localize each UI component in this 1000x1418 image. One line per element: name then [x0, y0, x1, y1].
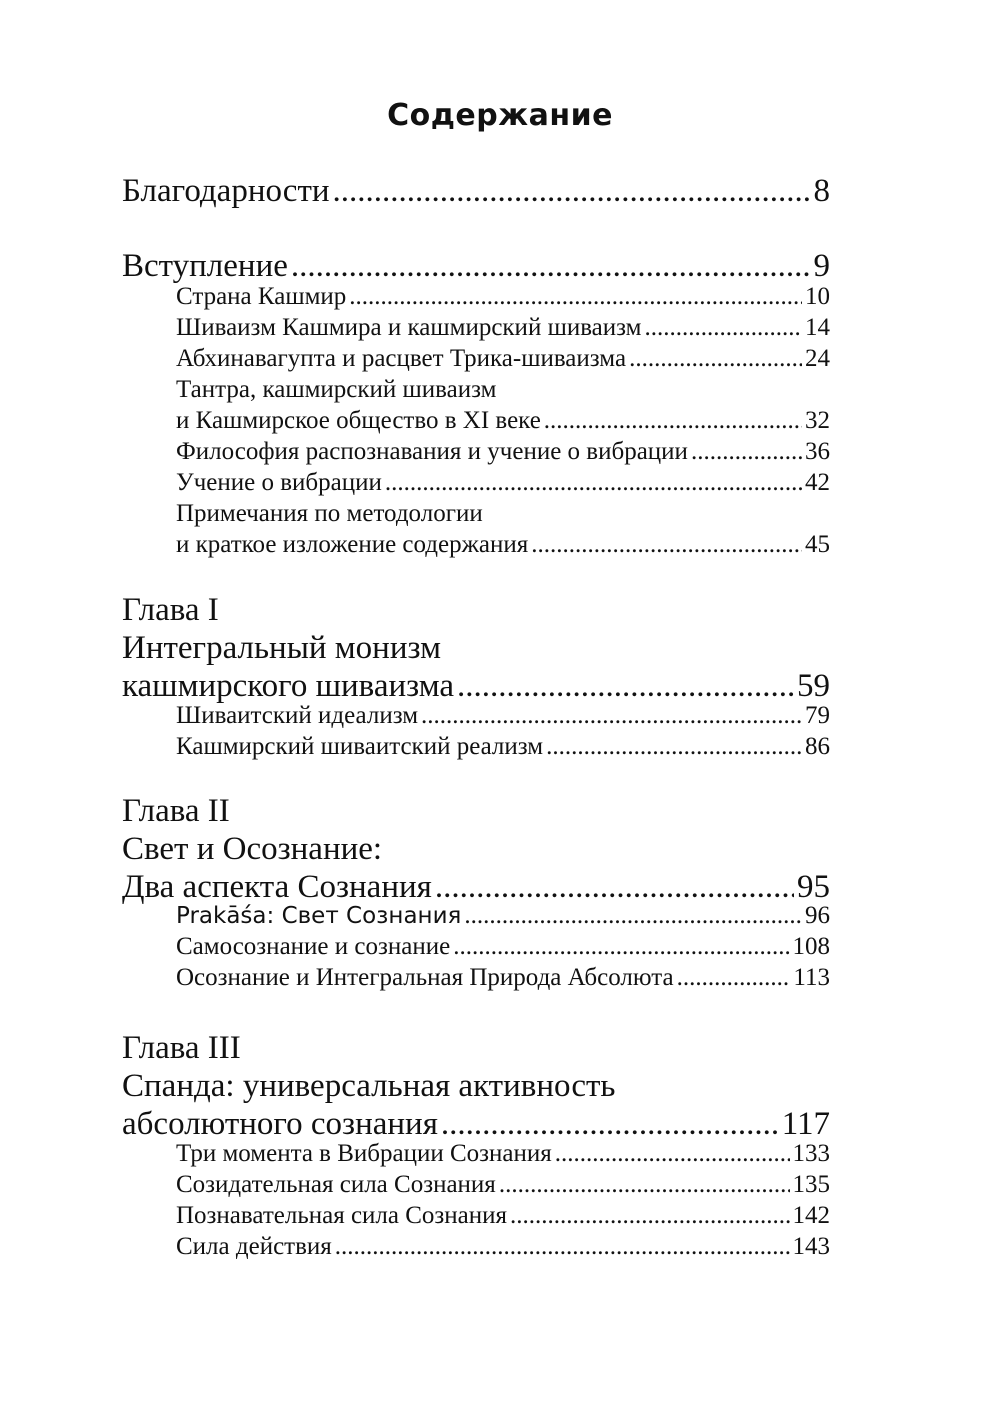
toc-entry-text: Prakāśa: Свет Сознания — [176, 903, 462, 929]
toc-entry-text: Шиваитский идеализм — [176, 702, 419, 729]
toc-entry-text: Спанда: универсальная активность — [122, 1068, 616, 1104]
toc-subentry[interactable] — [176, 282, 830, 312]
dot-leader — [457, 667, 794, 705]
chapter-label[interactable] — [122, 591, 830, 629]
toc-entry-chapter-1[interactable] — [122, 667, 830, 705]
toc-subentry[interactable] — [176, 1201, 830, 1231]
toc-entry-text: Вступление — [122, 248, 288, 284]
toc-entry-text: Абхинавагупта и расцвет Трика-шиваизма — [176, 345, 627, 372]
toc-subentry[interactable] — [176, 701, 830, 731]
toc-entry-acknowledgements[interactable] — [122, 172, 830, 210]
dot-leader — [291, 247, 811, 285]
toc-page-number: 86 — [805, 733, 830, 760]
toc-entry-text: Благодарности — [122, 173, 330, 209]
toc-subentry[interactable] — [176, 1139, 830, 1169]
toc-subentry[interactable] — [176, 963, 830, 993]
toc-subentry[interactable] — [176, 406, 830, 436]
toc-subentry-line1[interactable] — [176, 499, 830, 529]
toc-page-number: 42 — [805, 469, 830, 496]
dot-leader — [510, 1201, 789, 1231]
dot-leader — [333, 172, 811, 210]
toc-entry-text: Созидательная сила Сознания — [176, 1171, 496, 1198]
toc-subentry[interactable] — [176, 530, 830, 560]
toc-page-number: 96 — [805, 902, 830, 929]
toc-entry-text: и краткое изложение содержания — [176, 531, 529, 558]
toc-page-number: 113 — [793, 964, 830, 991]
toc-page-number: 108 — [792, 933, 830, 960]
toc-page-number: 143 — [792, 1233, 830, 1260]
toc-entry-text: Философия распознавания и учение о вибрации — [176, 438, 688, 465]
dot-leader — [629, 344, 802, 374]
toc-entry-text: Кашмирский шиваитский реализм — [176, 733, 544, 760]
toc-page-number: 133 — [792, 1140, 830, 1167]
page-title: Содержание — [387, 98, 613, 133]
toc-subentry[interactable] — [176, 1170, 830, 1200]
toc-entry-text: Самосознание и сознание — [176, 933, 451, 960]
toc-entry-text: Интегральный монизм — [122, 630, 441, 666]
dot-leader — [453, 932, 789, 962]
chapter-title-line1[interactable] — [122, 629, 830, 667]
toc-page-number: 135 — [792, 1171, 830, 1198]
dot-leader — [499, 1170, 790, 1200]
toc-entry-chapter-3[interactable] — [122, 1105, 830, 1143]
toc-subentry[interactable] — [176, 344, 830, 374]
toc-page-number: 32 — [805, 407, 830, 434]
toc-subentry[interactable] — [176, 437, 830, 467]
toc-entry-text: Три момента в Вибрации Сознания — [176, 1140, 552, 1167]
toc-page-number: 9 — [813, 248, 830, 284]
dot-leader — [464, 901, 802, 931]
toc-entry-text: Глава III — [122, 1030, 241, 1066]
chapter-title-line1[interactable] — [122, 830, 830, 868]
toc-page-number: 24 — [805, 345, 830, 372]
toc-subentry[interactable] — [176, 468, 830, 498]
dot-leader — [691, 437, 802, 467]
toc-page-number: 36 — [805, 438, 830, 465]
toc-entry-text: Два аспекта Сознания — [122, 869, 432, 905]
dot-leader — [531, 530, 802, 560]
toc-page-number: 95 — [797, 869, 830, 905]
toc-subentry[interactable] — [176, 932, 830, 962]
dot-leader — [677, 963, 791, 993]
toc-entry-text: Учение о вибрации — [176, 469, 382, 496]
toc-subentry[interactable] — [176, 901, 830, 931]
dot-leader — [335, 1232, 790, 1262]
toc-entry-text: Познавательная сила Сознания — [176, 1202, 508, 1229]
chapter-title-line1[interactable] — [122, 1067, 830, 1105]
toc-subentry[interactable] — [176, 313, 830, 343]
toc-page-number: 142 — [792, 1202, 830, 1229]
toc-entry-text: Страна Кашмир — [176, 283, 347, 310]
toc-page-number: 117 — [781, 1106, 830, 1142]
dot-leader — [544, 406, 802, 436]
toc-page-number: 59 — [797, 668, 830, 704]
dot-leader — [349, 282, 802, 312]
toc-entry-introduction[interactable] — [122, 247, 830, 285]
dot-leader — [385, 468, 802, 498]
toc-entry-text: Тантра, кашмирский шиваизм — [176, 376, 497, 403]
chapter-label[interactable] — [122, 1029, 830, 1067]
toc-entry-text: Глава II — [122, 793, 230, 829]
dot-leader — [555, 1139, 790, 1169]
toc-entry-text: Сила действия — [176, 1233, 332, 1260]
toc-entry-text: Примечания по методологии — [176, 500, 483, 527]
toc-subentry[interactable] — [176, 732, 830, 762]
dot-leader — [441, 1105, 779, 1143]
toc-entry-text: Глава I — [122, 592, 219, 628]
toc-subentry[interactable] — [176, 1232, 830, 1262]
toc-page-number: 45 — [805, 531, 830, 558]
dot-leader — [421, 701, 802, 731]
toc-entry-text: абсолютного сознания — [122, 1106, 438, 1142]
toc-page-number: 8 — [813, 173, 830, 209]
toc-page-number: 14 — [805, 314, 830, 341]
dot-leader — [645, 313, 803, 343]
toc-entry-text: Свет и Осознание: — [122, 831, 383, 867]
toc-subentry-line1[interactable] — [176, 375, 830, 405]
toc-entry-text: кашмирского шиваизма — [122, 668, 454, 704]
dot-leader — [546, 732, 802, 762]
toc-entry-text: и Кашмирское общество в XI веке — [176, 407, 541, 434]
chapter-label[interactable] — [122, 792, 830, 830]
toc-page-number: 10 — [805, 283, 830, 310]
toc-page-number: 79 — [805, 702, 830, 729]
toc-entry-text: Шиваизм Кашмира и кашмирский шиваизм — [176, 314, 642, 341]
toc-entry-text: Осознание и Интегральная Природа Абсолюта — [176, 964, 674, 991]
